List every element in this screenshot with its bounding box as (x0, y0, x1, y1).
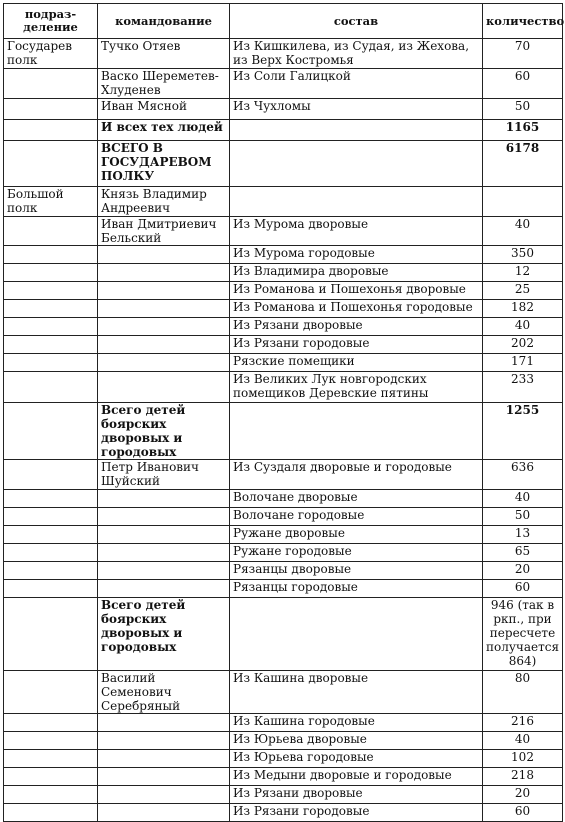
cell-subdivision (4, 598, 98, 671)
table-row (4, 282, 563, 300)
header-composition: состав (230, 4, 483, 39)
cell-quantity: 20 (483, 562, 563, 580)
cell-composition: Из Юрьева дворовые (230, 732, 483, 750)
table-row (4, 804, 563, 822)
cell-composition: Из Романова и Пошехонья дворовые (230, 282, 483, 300)
table-row (4, 120, 563, 141)
cell-command (98, 264, 230, 282)
cell-subdivision (4, 714, 98, 732)
cell-composition (230, 598, 483, 671)
cell-composition: Рязанцы городовые (230, 580, 483, 598)
cell-composition: Из Суздаля дворовые и городовые (230, 460, 483, 490)
cell-subdivision (4, 354, 98, 372)
cell-composition: Из Кашина городовые (230, 714, 483, 732)
cell-quantity: 13 (483, 526, 563, 544)
table-row (4, 372, 563, 403)
cell-composition: Рязанцы дворовые (230, 562, 483, 580)
cell-subdivision (4, 460, 98, 490)
cell-subdivision (4, 141, 98, 187)
cell-command (98, 750, 230, 768)
cell-subdivision (4, 336, 98, 354)
cell-quantity: 6178 (483, 141, 563, 187)
cell-quantity: 202 (483, 336, 563, 354)
table-row (4, 508, 563, 526)
cell-composition: Из Рязани городовые (230, 336, 483, 354)
cell-subdivision (4, 264, 98, 282)
cell-composition: Из Романова и Пошехонья городовые (230, 300, 483, 318)
cell-command (98, 318, 230, 336)
table-row (4, 99, 563, 120)
cell-subdivision (4, 544, 98, 562)
cell-quantity: 171 (483, 354, 563, 372)
cell-command: Иван Дмитриевич Бельский (98, 217, 230, 246)
header-command: командование (98, 4, 230, 39)
cell-subdivision (4, 246, 98, 264)
cell-subdivision (4, 804, 98, 822)
cell-quantity: 40 (483, 217, 563, 246)
cell-subdivision (4, 318, 98, 336)
cell-command (98, 580, 230, 598)
cell-quantity (483, 187, 563, 217)
table-row (4, 786, 563, 804)
cell-command (98, 768, 230, 786)
cell-quantity: 25 (483, 282, 563, 300)
cell-quantity: 946 (так в ркп., при пересчете получается 864) (483, 598, 563, 671)
table-row (4, 671, 563, 714)
table-row (4, 300, 563, 318)
cell-subdivision (4, 217, 98, 246)
cell-subdivision (4, 490, 98, 508)
cell-quantity: 102 (483, 750, 563, 768)
cell-quantity: 40 (483, 490, 563, 508)
cell-quantity: 350 (483, 246, 563, 264)
cell-command (98, 544, 230, 562)
cell-command: Всего детей боярских дворовых и городовых (98, 403, 230, 460)
cell-composition: Из Соли Галицкой (230, 69, 483, 99)
table-row (4, 768, 563, 786)
cell-command (98, 246, 230, 264)
cell-command: И всех тех людей (98, 120, 230, 141)
cell-subdivision: Большой полк (4, 187, 98, 217)
table-row (4, 403, 563, 460)
cell-subdivision: Государев полк (4, 39, 98, 69)
cell-subdivision (4, 562, 98, 580)
cell-composition: Из Мурома дворовые (230, 217, 483, 246)
cell-quantity: 218 (483, 768, 563, 786)
cell-quantity: 182 (483, 300, 563, 318)
table-row (4, 264, 563, 282)
cell-subdivision (4, 69, 98, 99)
cell-composition: Из Рязани городовые (230, 804, 483, 822)
cell-subdivision (4, 526, 98, 544)
cell-command: Васко Шереметев-Хлуденев (98, 69, 230, 99)
cell-quantity: 1255 (483, 403, 563, 460)
cell-command (98, 336, 230, 354)
cell-quantity: 60 (483, 804, 563, 822)
table-row (4, 187, 563, 217)
cell-subdivision (4, 300, 98, 318)
cell-composition: Из Кашина дворовые (230, 671, 483, 714)
cell-subdivision (4, 403, 98, 460)
table-row (4, 714, 563, 732)
cell-command: Иван Мясной (98, 99, 230, 120)
cell-quantity: 70 (483, 39, 563, 69)
table-row (4, 562, 563, 580)
table-row (4, 141, 563, 187)
cell-command (98, 508, 230, 526)
cell-command: Василий Семенович Серебряный (98, 671, 230, 714)
cell-command (98, 372, 230, 403)
table-row (4, 580, 563, 598)
table-row (4, 598, 563, 671)
cell-quantity: 20 (483, 786, 563, 804)
cell-quantity: 60 (483, 580, 563, 598)
cell-subdivision (4, 120, 98, 141)
header-row (4, 4, 563, 39)
cell-composition: Ружане дворовые (230, 526, 483, 544)
table-row (4, 732, 563, 750)
cell-quantity: 12 (483, 264, 563, 282)
cell-command: Всего детей боярских дворовых и городовых (98, 598, 230, 671)
cell-quantity: 636 (483, 460, 563, 490)
cell-command: Князь Владимир Андреевич (98, 187, 230, 217)
cell-command (98, 804, 230, 822)
cell-subdivision (4, 508, 98, 526)
cell-command (98, 354, 230, 372)
cell-composition: Из Рязани дворовые (230, 786, 483, 804)
table-row (4, 318, 563, 336)
cell-command (98, 282, 230, 300)
cell-subdivision (4, 99, 98, 120)
cell-composition: Из Великих Лук новгородских помещиков Деревские пятины (230, 372, 483, 403)
cell-composition: Из Кишкилева, из Судая, из Жехова, из Верх Костромья (230, 39, 483, 69)
cell-command: Петр Иванович Шуйский (98, 460, 230, 490)
cell-quantity: 60 (483, 69, 563, 99)
cell-quantity: 1165 (483, 120, 563, 141)
table-row (4, 246, 563, 264)
cell-command (98, 714, 230, 732)
table-row (4, 354, 563, 372)
cell-composition: Рязские помещики (230, 354, 483, 372)
table-row (4, 69, 563, 99)
cell-command: Тучко Отяев (98, 39, 230, 69)
table-row (4, 460, 563, 490)
cell-subdivision (4, 786, 98, 804)
cell-command (98, 786, 230, 804)
cell-composition (230, 187, 483, 217)
cell-composition: Из Владимира дворовые (230, 264, 483, 282)
troops-table (3, 3, 563, 822)
table-row (4, 217, 563, 246)
cell-quantity: 50 (483, 99, 563, 120)
cell-composition: Из Чухломы (230, 99, 483, 120)
cell-composition: Из Медыни дворовые и городовые (230, 768, 483, 786)
cell-composition: Волочане дворовые (230, 490, 483, 508)
cell-subdivision (4, 671, 98, 714)
cell-subdivision (4, 580, 98, 598)
cell-command (98, 526, 230, 544)
cell-quantity: 40 (483, 732, 563, 750)
cell-command (98, 490, 230, 508)
cell-quantity: 216 (483, 714, 563, 732)
cell-quantity: 65 (483, 544, 563, 562)
header-subdivision: подраз- деление (4, 4, 98, 39)
table-row (4, 750, 563, 768)
cell-composition: Из Юрьева городовые (230, 750, 483, 768)
cell-subdivision (4, 282, 98, 300)
table-row (4, 336, 563, 354)
cell-quantity: 40 (483, 318, 563, 336)
cell-quantity: 50 (483, 508, 563, 526)
table-row (4, 544, 563, 562)
header-quantity: количество (483, 4, 563, 39)
cell-subdivision (4, 732, 98, 750)
cell-command (98, 300, 230, 318)
cell-command (98, 732, 230, 750)
table-row (4, 39, 563, 69)
cell-command (98, 562, 230, 580)
cell-composition: Волочане городовые (230, 508, 483, 526)
cell-composition: Из Мурома городовые (230, 246, 483, 264)
cell-composition: Ружане городовые (230, 544, 483, 562)
cell-subdivision (4, 768, 98, 786)
table-row (4, 526, 563, 544)
cell-command: ВСЕГО В ГОСУДАРЕВОМ ПОЛКУ (98, 141, 230, 187)
cell-quantity: 233 (483, 372, 563, 403)
cell-composition (230, 403, 483, 460)
cell-subdivision (4, 372, 98, 403)
cell-composition (230, 141, 483, 187)
cell-composition (230, 120, 483, 141)
table-row (4, 490, 563, 508)
cell-subdivision (4, 750, 98, 768)
cell-quantity: 80 (483, 671, 563, 714)
cell-composition: Из Рязани дворовые (230, 318, 483, 336)
